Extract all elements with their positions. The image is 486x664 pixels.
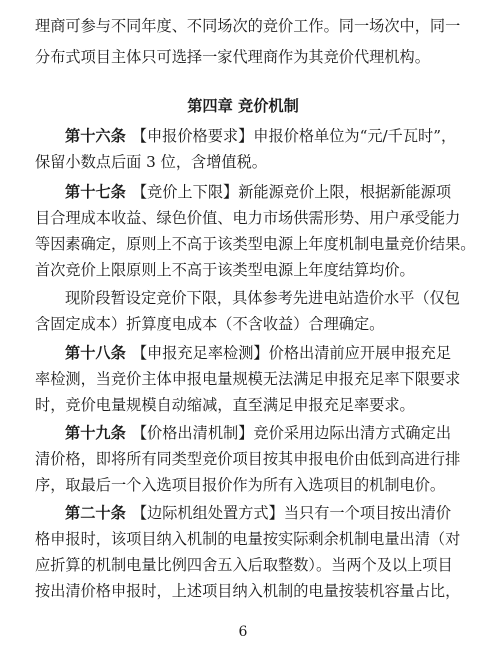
article-18-text-1: 【申报充足率检测】价格出清前应开展申报充足 xyxy=(131,344,452,362)
article-16-text-1: 【申报价格要求】申报价格单位为“元/千瓦时”， xyxy=(131,127,457,145)
article-18-line-1 xyxy=(65,340,451,366)
article-19-text-1: 【价格出清机制】竞价采用边际出清方式确定出 xyxy=(131,424,452,442)
article-19-line-2: 清价格，即将所有同类型竞价项目按其申报电价由低到高进行排 xyxy=(35,450,461,468)
article-20-line-4: 按出清价格申报时，上述项目纳入机制的电量按装机容量占比， xyxy=(35,582,461,600)
article-17-line-3: 等因素确定，原则上不高于该类型电源上年度机制电量竞价结果。 xyxy=(35,235,476,253)
article-20-number: 第二十条 xyxy=(65,504,126,522)
chapter-title: 第四章 竞价机制 xyxy=(187,97,299,115)
article-17-line-4: 首次竞价上限原则上不高于该类型电源上年度结算均价。 xyxy=(35,261,415,279)
article-19-line-1 xyxy=(65,420,451,446)
article-17-line-1 xyxy=(65,179,451,205)
article-18-line-2: 率检测，当竞价主体申报电量规模无法满足申报充足率下限要求 xyxy=(35,370,461,388)
article-16-line-2: 保留小数点后面 3 位，含增值税。 xyxy=(35,153,267,171)
article-16-line-1 xyxy=(65,123,457,149)
article-18-line-3: 时，竞价电量规模自动缩减，直至满足申报充足率要求。 xyxy=(35,396,415,414)
article-20-line-2: 格申报时，该项目纳入机制的电量按实际剩余机制电量出清（对 xyxy=(35,530,461,548)
article-18-number: 第十八条 xyxy=(65,344,126,362)
intro-line-2: 分布式项目主体只可选择一家代理商作为其竞价代理机构。 xyxy=(35,48,430,66)
article-17-extra-line-2: 含固定成本）折算度电成本（不含收益）合理确定。 xyxy=(35,315,385,333)
article-19-number: 第十九条 xyxy=(65,424,126,442)
intro-line-1: 理商可参与不同年度、不同场次的竞价工作。同一场次中，同一 xyxy=(35,17,461,35)
article-20-line-1 xyxy=(65,500,451,526)
article-19-line-3: 序，取最后一个入选项目报价作为所有入选项目的机制电价。 xyxy=(35,476,446,494)
article-20-line-3: 应折算的机制电量比例四舍五入后取整数）。当两个及以上项目 xyxy=(35,556,453,574)
article-17-text-1: 【竞价上下限】新能源竞价上限，根据新能源项 xyxy=(131,183,452,201)
page-number: 6 xyxy=(238,624,248,640)
article-17-line-2: 目合理成本收益、绿色价值、电力市场供需形势、用户承受能力 xyxy=(35,209,461,227)
article-16-number: 第十六条 xyxy=(65,127,126,145)
article-17-number: 第十七条 xyxy=(65,183,126,201)
article-20-text-1: 【边际机组处置方式】当只有一个项目按出清价 xyxy=(131,504,452,522)
article-17-extra-line-1: 现阶段暂设定竞价下限，具体参考先进电站造价水平（仅包 xyxy=(65,289,460,307)
